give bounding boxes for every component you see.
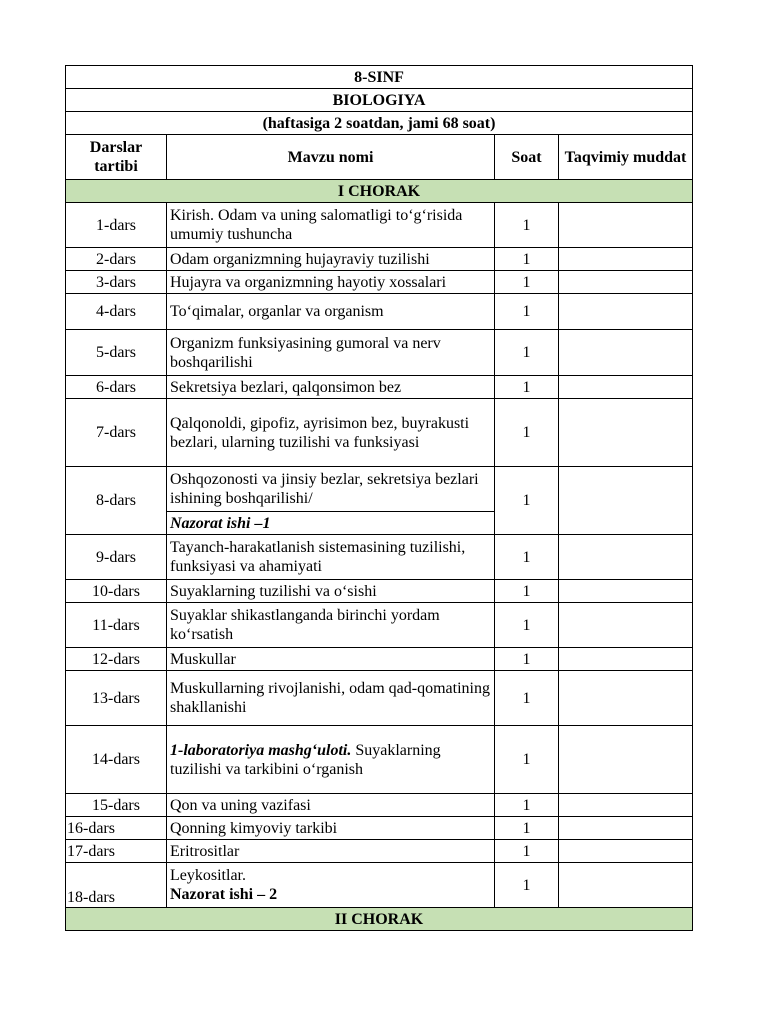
hours-note: (haftasiga 2 soatdan, jami 68 soat): [66, 112, 693, 135]
lesson-hours: 1: [495, 248, 559, 271]
table-row: [66, 330, 693, 376]
lesson-date: [559, 794, 693, 817]
lesson-number: 15-dars: [66, 794, 167, 817]
table-row: [66, 580, 693, 603]
table-row: [66, 248, 693, 271]
lesson-control-work: Nazorat ishi – 2: [170, 886, 278, 903]
lesson-date: [559, 271, 693, 294]
lesson-number: 9-dars: [66, 535, 167, 580]
table-row: [66, 203, 693, 248]
subject-row: [66, 89, 693, 112]
lesson-number: 12-dars: [66, 648, 167, 671]
lesson-hours: 1: [495, 817, 559, 840]
lesson-date: [559, 603, 693, 648]
col-header-order: Darslar tartibi: [66, 135, 167, 180]
table-row: [66, 817, 693, 840]
lesson-number: 8-dars: [66, 467, 167, 535]
lesson-topic: [167, 726, 495, 794]
table-row: [66, 399, 693, 467]
hours-note-row: [66, 112, 693, 135]
lesson-topic: Muskullarning rivojlanishi, odam qad-qomatining shakllanishi: [167, 671, 495, 726]
lesson-hours: 1: [495, 535, 559, 580]
lesson-hours: 1: [495, 840, 559, 863]
grade-title: 8-SINF: [66, 66, 693, 89]
col-header-hours: Soat: [495, 135, 559, 180]
lesson-date: [559, 817, 693, 840]
lesson-hours: 1: [495, 863, 559, 908]
lesson-topic: Qalqonoldi, gipofiz, ayrisimon bez, buyrakusti bezlari, ularning tuzilishi va funksiyasi: [167, 399, 495, 467]
lesson-topic: To‘qimalar, organlar va organism: [167, 294, 495, 330]
lesson-topic: Oshqozonosti va jinsiy bezlar, sekretsiya bezlari ishining boshqarilishi/: [167, 467, 495, 512]
column-header-row: [66, 135, 693, 180]
lesson-topic: Suyaklarning tuzilishi va o‘sishi: [167, 580, 495, 603]
lesson-number: 6-dars: [66, 376, 167, 399]
lesson-date: [559, 726, 693, 794]
lesson-hours: 1: [495, 794, 559, 817]
lesson-hours: 1: [495, 271, 559, 294]
lab-label: 1-laboratoriya mashg‘uloti.: [170, 741, 352, 759]
lesson-number: 7-dars: [66, 399, 167, 467]
table-row: [66, 794, 693, 817]
table-row: [66, 271, 693, 294]
lesson-date: [559, 671, 693, 726]
lesson-number: 17-dars: [66, 840, 167, 863]
lesson-topic: Eritrositlar: [167, 840, 495, 863]
lesson-control-work: Nazorat ishi –1: [167, 512, 495, 535]
lesson-date: [559, 399, 693, 467]
lesson-number: 2-dars: [66, 248, 167, 271]
table-row: [66, 726, 693, 794]
lesson-number: 3-dars: [66, 271, 167, 294]
lesson-date: [559, 863, 693, 908]
lesson-number: 11-dars: [66, 603, 167, 648]
col-header-topic: Mavzu nomi: [167, 135, 495, 180]
lab-topic: Suyaklarning tuzilishi va tarkibini o‘rganish: [170, 741, 441, 778]
lesson-topic: Qon va uning vazifasi: [167, 794, 495, 817]
lesson-topic-text: Leykositlar.: [170, 867, 246, 884]
lesson-number: 10-dars: [66, 580, 167, 603]
lesson-hours: 1: [495, 376, 559, 399]
lesson-topic: Odam organizmning hujayraviy tuzilishi: [167, 248, 495, 271]
lesson-hours: 1: [495, 330, 559, 376]
table-row: [66, 294, 693, 330]
table-row: [66, 648, 693, 671]
lesson-hours: 1: [495, 399, 559, 467]
table-row: [66, 467, 693, 512]
lesson-date: [559, 580, 693, 603]
table-row: [66, 603, 693, 648]
table-row: [66, 840, 693, 863]
table-row: [66, 535, 693, 580]
lesson-topic: Qonning kimyoviy tarkibi: [167, 817, 495, 840]
lesson-date: [559, 294, 693, 330]
lesson-date: [559, 248, 693, 271]
lesson-number: 14-dars: [66, 726, 167, 794]
title-row: [66, 66, 693, 89]
table-row: [66, 376, 693, 399]
lesson-topic: Hujayra va organizmning hayotiy xossalari: [167, 271, 495, 294]
lesson-topic: Sekretsiya bezlari, qalqonsimon bez: [167, 376, 495, 399]
section-label-q2: II CHORAK: [66, 908, 693, 931]
lesson-topic: Suyaklar shikastlanganda birinchi yordam ko‘rsatish: [167, 603, 495, 648]
lesson-hours: 1: [495, 467, 559, 535]
section-row-q1: [66, 180, 693, 203]
lesson-topic: Organizm funksiyasining gumoral va nerv boshqarilishi: [167, 330, 495, 376]
lesson-date: [559, 203, 693, 248]
lesson-number: 5-dars: [66, 330, 167, 376]
table-row: [66, 671, 693, 726]
lesson-date: [559, 648, 693, 671]
lesson-hours: 1: [495, 648, 559, 671]
lesson-date: [559, 330, 693, 376]
lesson-date: [559, 376, 693, 399]
lesson-date: [559, 840, 693, 863]
lesson-date: [559, 535, 693, 580]
col-header-date: Taqvimiy muddat: [559, 135, 693, 180]
lesson-hours: 1: [495, 603, 559, 648]
lesson-number: 4-dars: [66, 294, 167, 330]
table-row: [66, 863, 693, 908]
lesson-number: 16-dars: [66, 817, 167, 840]
lesson-hours: 1: [495, 203, 559, 248]
lesson-number: 1-dars: [66, 203, 167, 248]
lesson-date: [559, 467, 693, 535]
lesson-hours: 1: [495, 726, 559, 794]
subject-title: BIOLOGIYA: [66, 89, 693, 112]
section-row-q2: [66, 908, 693, 931]
lesson-topic: Tayanch-harakatlanish sistemasining tuzilishi, funksiyasi va ahamiyati: [167, 535, 495, 580]
lesson-topic: Muskullar: [167, 648, 495, 671]
curriculum-table: [65, 65, 693, 931]
lesson-hours: 1: [495, 580, 559, 603]
section-label-q1: I CHORAK: [66, 180, 693, 203]
lesson-topic: [167, 863, 495, 908]
lesson-number: 18-dars: [66, 863, 167, 908]
lesson-hours: 1: [495, 294, 559, 330]
lesson-hours: 1: [495, 671, 559, 726]
lesson-topic: Kirish. Odam va uning salomatligi to‘g‘risida umumiy tushuncha: [167, 203, 495, 248]
lesson-number: 13-dars: [66, 671, 167, 726]
